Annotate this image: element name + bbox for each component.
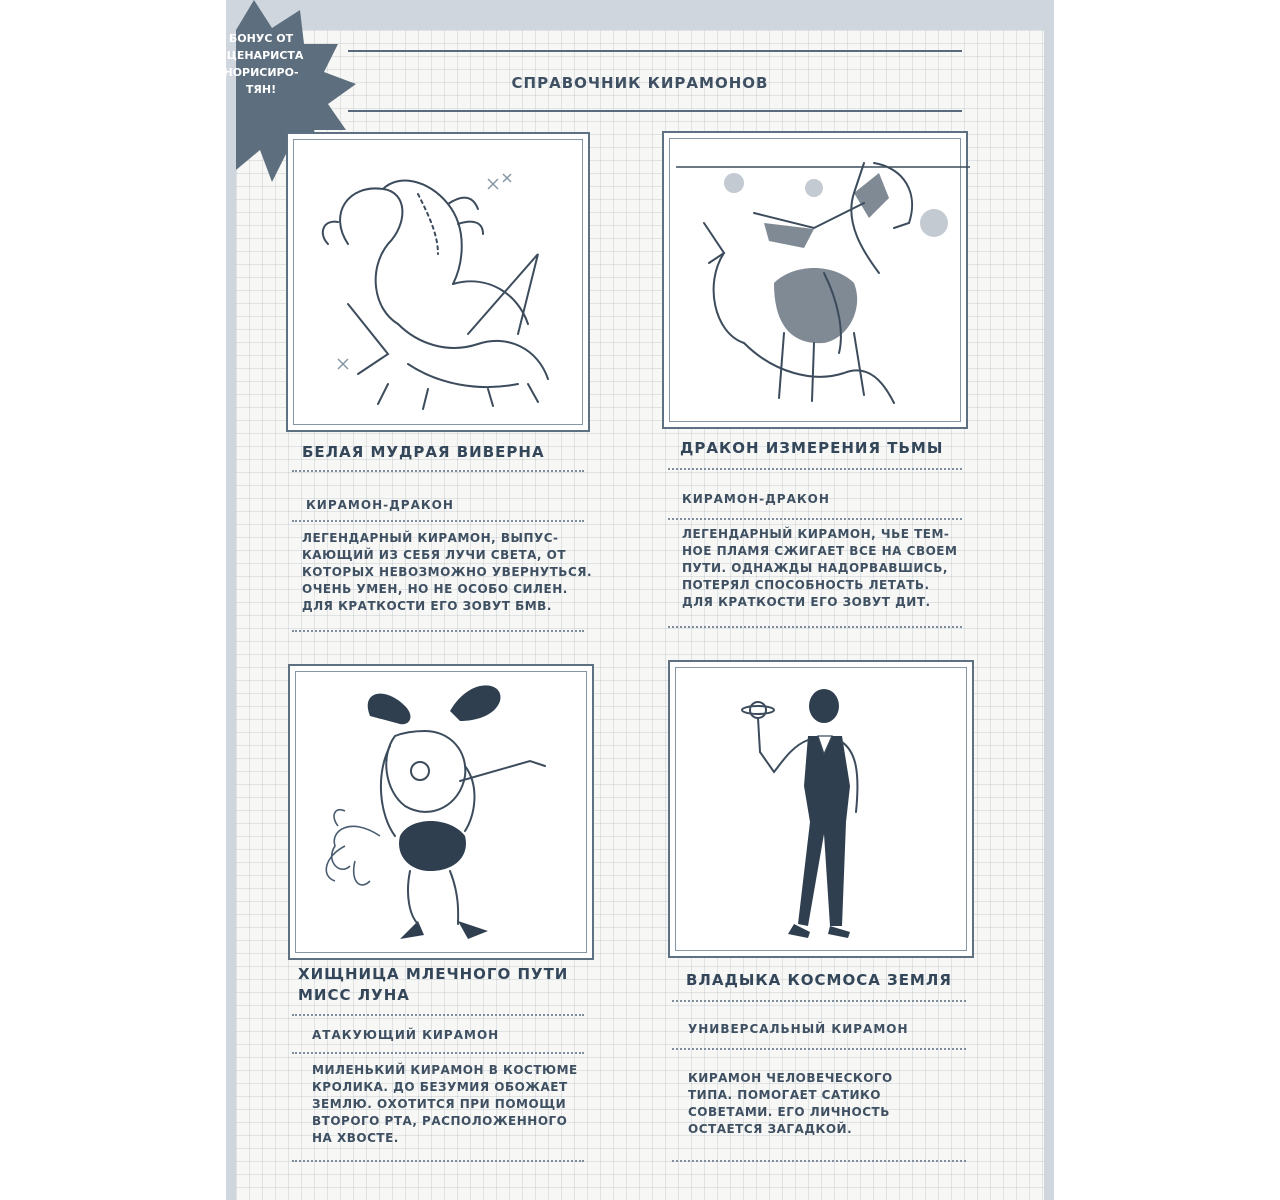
badge-line: СЦЕНАРИСТА (218, 49, 304, 62)
bunny-girl-illustration (288, 664, 594, 960)
dragon-sketch (664, 133, 966, 427)
dotted-divider (672, 1160, 966, 1162)
bonus-badge-text (218, 30, 304, 98)
badge-line: НОРИСИРО- (223, 66, 299, 79)
planet-headed-man-illustration (668, 660, 974, 958)
dotted-divider (292, 630, 584, 632)
bunny-girl-sketch (290, 666, 592, 958)
dotted-divider (668, 518, 962, 520)
dotted-divider (292, 520, 584, 522)
header-rule-bottom (348, 110, 962, 112)
dotted-divider (672, 1000, 966, 1002)
card-description: КИРАМОН ЧЕЛОВЕЧЕСКОГО ТИПА. ПОМОГАЕТ САТИКО СОВЕТАМИ. ЕГО ЛИЧНОСТЬ ОСТАЕТСЯ ЗАГАДКОЙ. (688, 1071, 893, 1136)
card-title: ХИЩНИЦА МЛЕЧНОГО ПУТИ МИСС ЛУНА (298, 965, 569, 1004)
dotted-divider (668, 468, 962, 470)
dotted-divider (292, 470, 584, 472)
card-type: КИРАМОН-ДРАКОН (306, 498, 454, 512)
dragon-sketch (288, 134, 588, 430)
card-type: УНИВЕРСАЛЬНЫЙ КИРАМОН (688, 1022, 909, 1036)
white-wyvern-illustration (286, 132, 590, 432)
card-description: ЛЕГЕНДАРНЫЙ КИРАМОН, ВЫПУС- КАЮЩИЙ ИЗ СЕБЯ ЛУЧИ СВЕТА, ОТ КОТОРЫХ НЕВОЗМОЖНО УВЕРНУТЬСЯ. ОЧЕНЬ УМЕН, НО НЕ ОСОБО СИЛЕН. ДЛЯ КРАТКОСТИ ЕГО ЗОВУТ БМВ. (302, 531, 593, 613)
card-title: ВЛАДЫКА КОСМОСА ЗЕМЛЯ (686, 971, 952, 989)
book-page (218, 30, 1044, 1200)
badge-line: БОНУС ОТ (228, 32, 294, 45)
card-title: БЕЛАЯ МУДРАЯ ВИВЕРНА (302, 443, 545, 461)
header-rule-top (348, 50, 962, 52)
card-type: АТАКУЮЩИЙ КИРАМОН (312, 1028, 500, 1042)
page-title: СПРАВОЧНИК КИРАМОНОВ (511, 74, 769, 92)
man-sketch (670, 662, 972, 956)
dotted-divider (292, 1014, 584, 1016)
dotted-divider (292, 1160, 584, 1162)
badge-line: ТЯН! (245, 83, 277, 96)
card-title: ДРАКОН ИЗМЕРЕНИЯ ТЬМЫ (680, 439, 944, 457)
card-type: КИРАМОН-ДРАКОН (682, 492, 830, 506)
dotted-divider (292, 1052, 584, 1054)
dark-dragon-illustration (662, 131, 968, 429)
card-description: ЛЕГЕНДАРНЫЙ КИРАМОН, ЧЬЕ ТЕМ- НОЕ ПЛАМЯ СЖИГАЕТ ВСЕ НА СВОЕМ ПУТИ. ОДНАЖДЫ НАДОРВАВШИСЬ, ПОТЕРЯЛ СПОСОБНОСТЬ ЛЕТАТЬ. ДЛЯ КРАТКОСТИ ЕГО ЗОВУТ ДИТ. (682, 527, 958, 609)
dotted-divider (672, 1048, 966, 1050)
dotted-divider (668, 626, 962, 628)
card-description: МИЛЕНЬКИЙ КИРАМОН В КОСТЮМЕ КРОЛИКА. ДО БЕЗУМИЯ ОБОЖАЕТ ЗЕМЛЮ. ОХОТИТСЯ ПРИ ПОМОЩИ ВТОРОГО РТА, РАСПОЛОЖЕННОГО НА ХВОСТЕ. (312, 1063, 578, 1145)
